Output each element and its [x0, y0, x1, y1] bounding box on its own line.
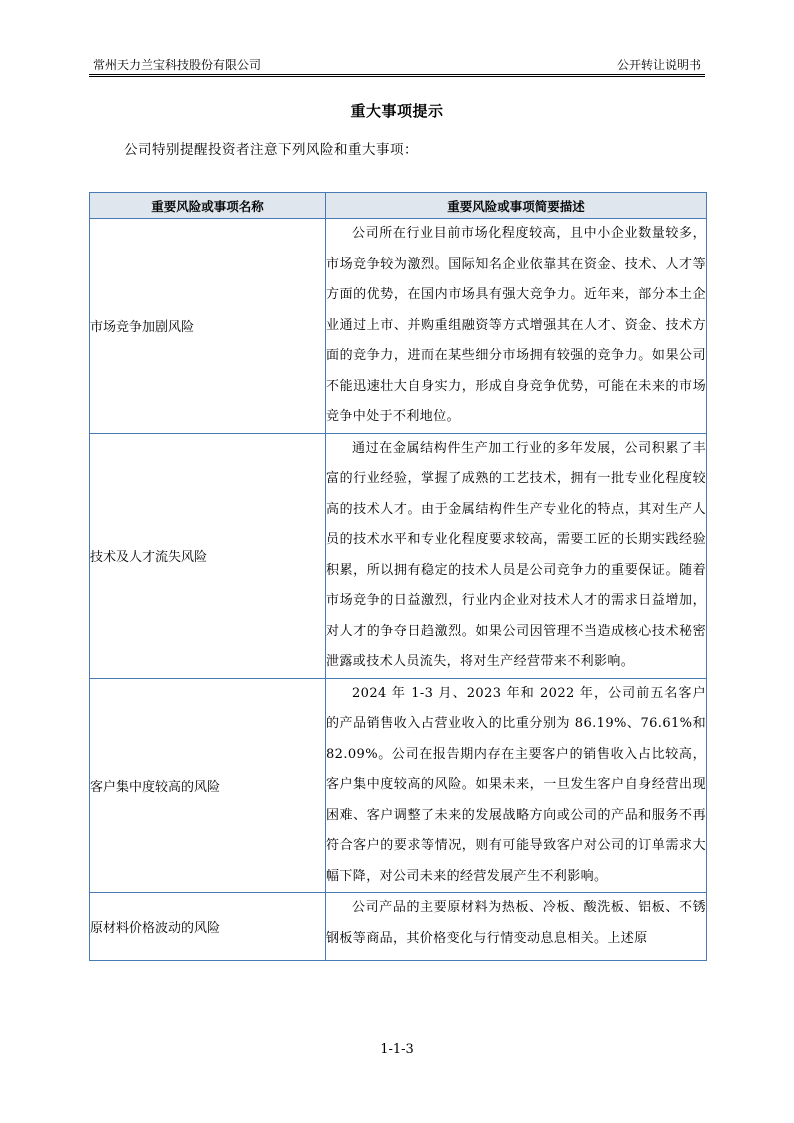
risk-description: 公司所在行业目前市场化程度较高，且中小企业数量较多，市场竞争较为激烈。国际知名企业依靠其在资金、技术、人才等方面的优势，在国内市场具有强大竞争力。近年来，部分本土企业通过上市、并购重组融资等方式增强其在人才、资金、技术方面的竞争力，进而在某些细分市场拥有较强的竞争力。如果公司不能迅速壮大自身实力，形成自身竞争优势，可能在未来的市场竞争中处于不利地位。 [326, 219, 707, 434]
risk-description: 2024 年 1-3 月、2023 年和 2022 年，公司前五名客户的产品销售收入占营业收入的比重分别为 86.19%、76.61%和 82.09%。公司在报告期内存在主要客户的销售收入占比较高，客户集中度较高的风险。如果未来，一旦发生客户自身经营出现困难、客户调整了未来的发展战略方向或公司的产品和服务不再符合客户的要求等情况，则有可能导致客户对公司的订单需求大幅下降，对公司未来的经营发展产生不利影响。 [326, 678, 707, 893]
header-divider [89, 76, 705, 77]
table-row [90, 678, 707, 893]
intro-text: 公司特别提醒投资者注意下列风险和重大事项： [124, 142, 418, 158]
table-row [90, 893, 707, 961]
page-title: 重大事项提示 [350, 102, 444, 120]
risk-table [89, 192, 707, 961]
risk-name: 客户集中度较高的风险 [90, 678, 326, 893]
table-row [90, 219, 707, 434]
risk-name: 市场竞争加剧风险 [90, 219, 326, 434]
risk-description: 公司产品的主要原材料为热板、冷板、酸洗板、铝板、不锈钢板等商品，其价格变化与行情变动息息相关。上述原 [326, 893, 707, 961]
risk-name: 技术及人才流失风险 [90, 433, 326, 678]
risk-description: 通过在金属结构件生产加工行业的多年发展，公司积累了丰富的行业经验，掌握了成熟的工艺技术，拥有一批专业化程度较高的技术人才。由于金属结构件生产专业化的特点，其对生产人员的技术水平和专业化程度要求较高，需要工匠的长期实践经验积累，所以拥有稳定的技术人员是公司竞争力的重要保证。随着市场竞争的日益激烈，行业内企业对技术人才的需求日益增加，对人才的争夺日趋激烈。如果公司因管理不当造成核心技术秘密泄露或技术人员流失，将对生产经营带来不利影响。 [326, 433, 707, 678]
table-header-row [90, 193, 707, 219]
table-row [90, 433, 707, 678]
risk-name: 原材料价格波动的风险 [90, 893, 326, 961]
column-header-description: 重要风险或事项简要描述 [326, 193, 707, 219]
header-company: 常州天力兰宝科技股份有限公司 [93, 58, 262, 72]
column-header-name: 重要风险或事项名称 [90, 193, 326, 219]
header-doc-type: 公开转让说明书 [616, 58, 701, 72]
page-number: 1-1-3 [380, 1042, 414, 1057]
page-header [89, 56, 705, 75]
